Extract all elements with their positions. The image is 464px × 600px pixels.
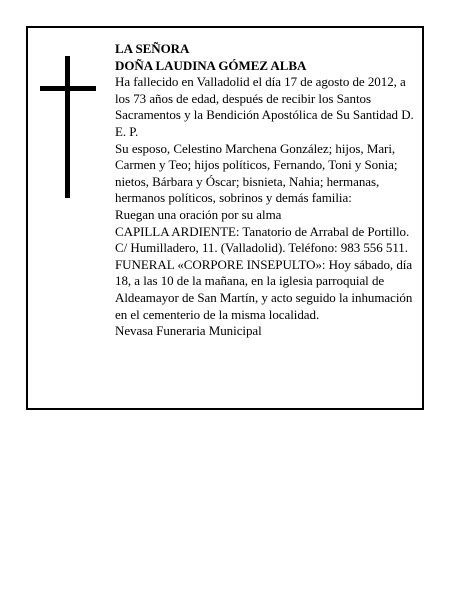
chapel-info: CAPILLA ARDIENTE: Tanatorio de Arrabal de Portillo. C/ Humilladero, 11. (Valladolid). Teléfono: 983 556 511. bbox=[115, 223, 410, 256]
cross-icon bbox=[40, 56, 96, 198]
cross-horizontal-bar bbox=[40, 86, 96, 91]
funeral-home: Nevasa Funeraria Municipal bbox=[115, 323, 262, 339]
prayer-request: Ruegan una oración por su alma bbox=[115, 206, 282, 222]
notice-text bbox=[115, 41, 423, 340]
death-announcement: Ha fallecido en Valladolid el día 17 de agosto de 2012, a los 73 años de edad, después de recibir los Santos Sacramentos y la Bendición Apostólica de Su Santidad D. E. P. bbox=[115, 74, 414, 139]
deceased-name: DOÑA LAUDINA GÓMEZ ALBA bbox=[115, 57, 307, 73]
notice-title: LA SEÑORA bbox=[115, 41, 190, 56]
cross-vertical-bar bbox=[65, 56, 70, 198]
funeral-info: FUNERAL «CORPORE INSEPULTO»: Hoy sábado, día 18, a las 10 de la mañana, en la iglesia parroquial de Aldeamayor de San Martín, y acto seguido la inhumación en el cementerio de la misma localidad. bbox=[115, 256, 413, 322]
family-list: Su esposo, Celestino Marchena González; hijos, Mari, Carmen y Teo; hijos políticos, Fernando, Toni y Sonia; nietos, Bárbara y Óscar; bisnieta, Nahia; hermanas, hermanos políticos, sobrinos y demás familia: bbox=[115, 140, 398, 206]
obituary-notice bbox=[26, 26, 424, 410]
